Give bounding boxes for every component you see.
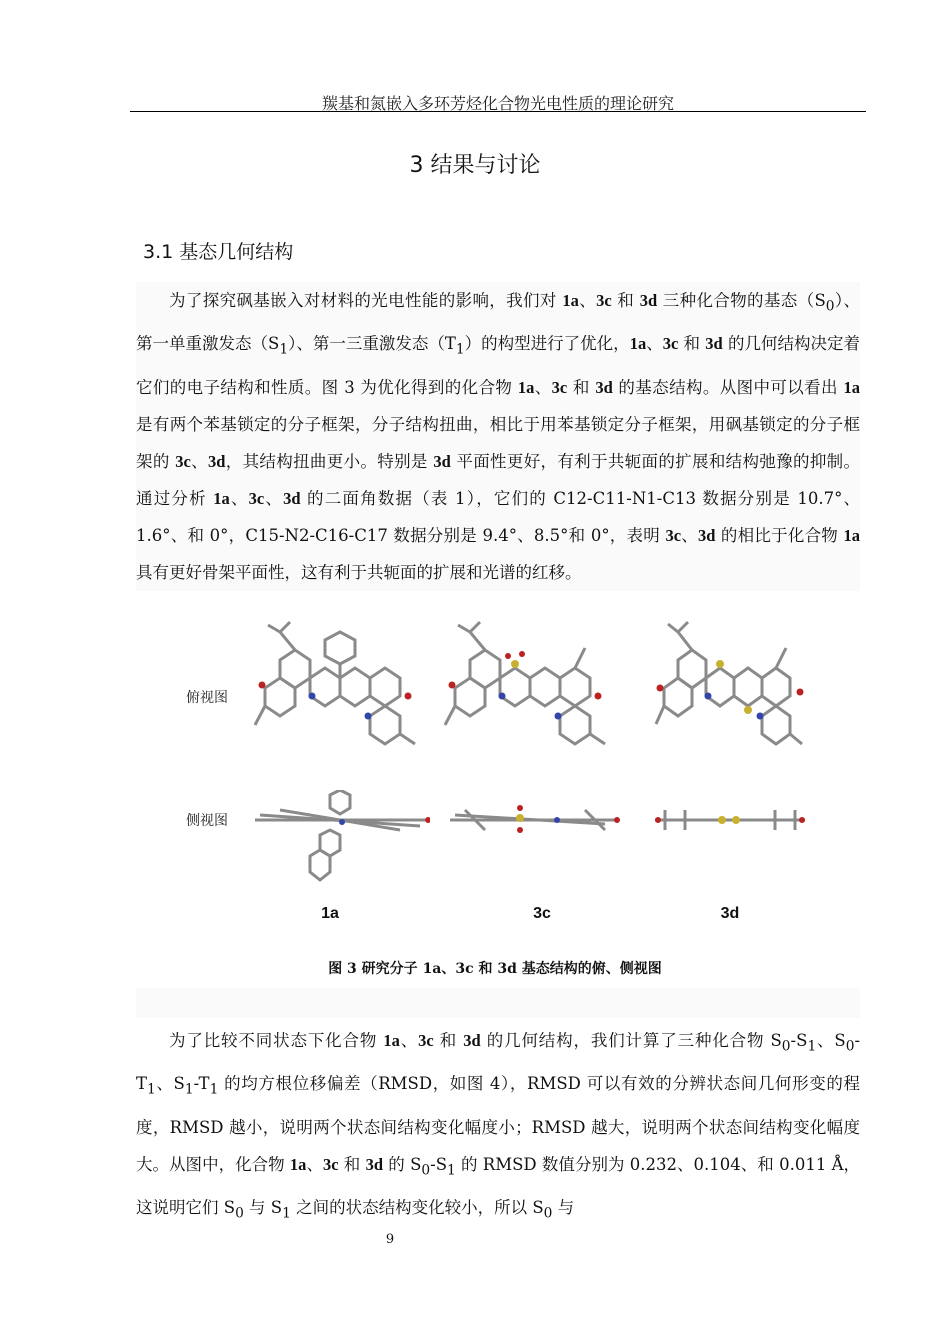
paragraph-1: 为了探究砜基嵌入对材料的光电性能的影响，我们对 1a、3c 和 3d 三种化合物的基态$(S_0)$、第一单重激发态$(S_1)$、第一三重激发态$(T_1)$的构型进行了优化，1a、3c 和 3d 的几何结构决定着它们的电子结构和性质。图 3 为优化得到的化合物 1a、3c 和 3d 的基态结构。从图中可以看出 1a 是有两个苯基锁定的分子框架，分子结构扭曲，相比于用苯基锁定分子框架，用砜基锁定的分子框架的 3c、3d，其结构扭曲更小。特别是 3d 平面性更好，有利于共轭面的扩展和结构弛豫的抑制。通过分析 1a、3c、3d 的二面角数据（表 1），它们的 C12-C11-N1-C13 数据分别是 10.7°、1.6°、和 0°，C15-N2-C16-C17 数据分别是 9.4°、8.5°和 0°，表明 3c、3d 的相比于化合物 1a 具有更好骨架平面性，这有利于共轭面的扩展和光谱的红移。 xyxy=(136,282,860,591)
running-header: 羰基和氮嵌入多环芳烃化合物光电性质的理论研究 xyxy=(321,94,674,113)
caption-shade xyxy=(136,988,860,1018)
page-number: 9 xyxy=(385,1232,395,1247)
molecule-3c-side-view xyxy=(445,790,625,850)
top-view-label: 俯视图 xyxy=(186,690,228,706)
molecule-3d-top-view xyxy=(650,620,810,755)
figure-caption: 图 3 研究分子 1a、3c 和 3d 基态结构的俯、侧视图 xyxy=(328,961,662,977)
paragraph-2: 为了比较不同状态下化合物 1a、3c 和 3d 的几何结构，我们计算了三种化合物 $S_0-S_1$、$S_0-T_1$、$S_1-T_1$ 的均方根位移偏差（RMSD，如图 4），RMSD 可以有效的分辨状态间几何形变的程度，RMSD 越小，说明两个状态间结构变化幅度小；RMSD 越大，说明两个状态间结构变化幅度大。从图中，化合物 1a、3c 和 3d 的 $S_0-S_1$ 的 RMSD 数值分别为 0.232、0.104、和 0.011 Å，这说明它们 $S_0$ 与 $S_1$ 之间的状态结构变化较小，所以 $S_0$ 与 xyxy=(136,1031,861,1222)
section-title: 3.1 基态几何结构 xyxy=(143,241,294,263)
molecule-1a-side-view xyxy=(250,790,430,885)
side-view-label: 侧视图 xyxy=(186,813,228,829)
molecule-1a-top-view xyxy=(250,620,430,755)
molecule-3d-side-view xyxy=(650,790,810,850)
figure-3 xyxy=(170,615,860,935)
label-1a: 1a xyxy=(321,905,339,922)
label-3c: 3c xyxy=(533,905,551,922)
molecule-3c-top-view xyxy=(440,620,620,755)
header-rule xyxy=(130,111,866,112)
label-3d: 3d xyxy=(720,905,740,922)
chapter-title: 3 结果与讨论 xyxy=(409,153,541,178)
